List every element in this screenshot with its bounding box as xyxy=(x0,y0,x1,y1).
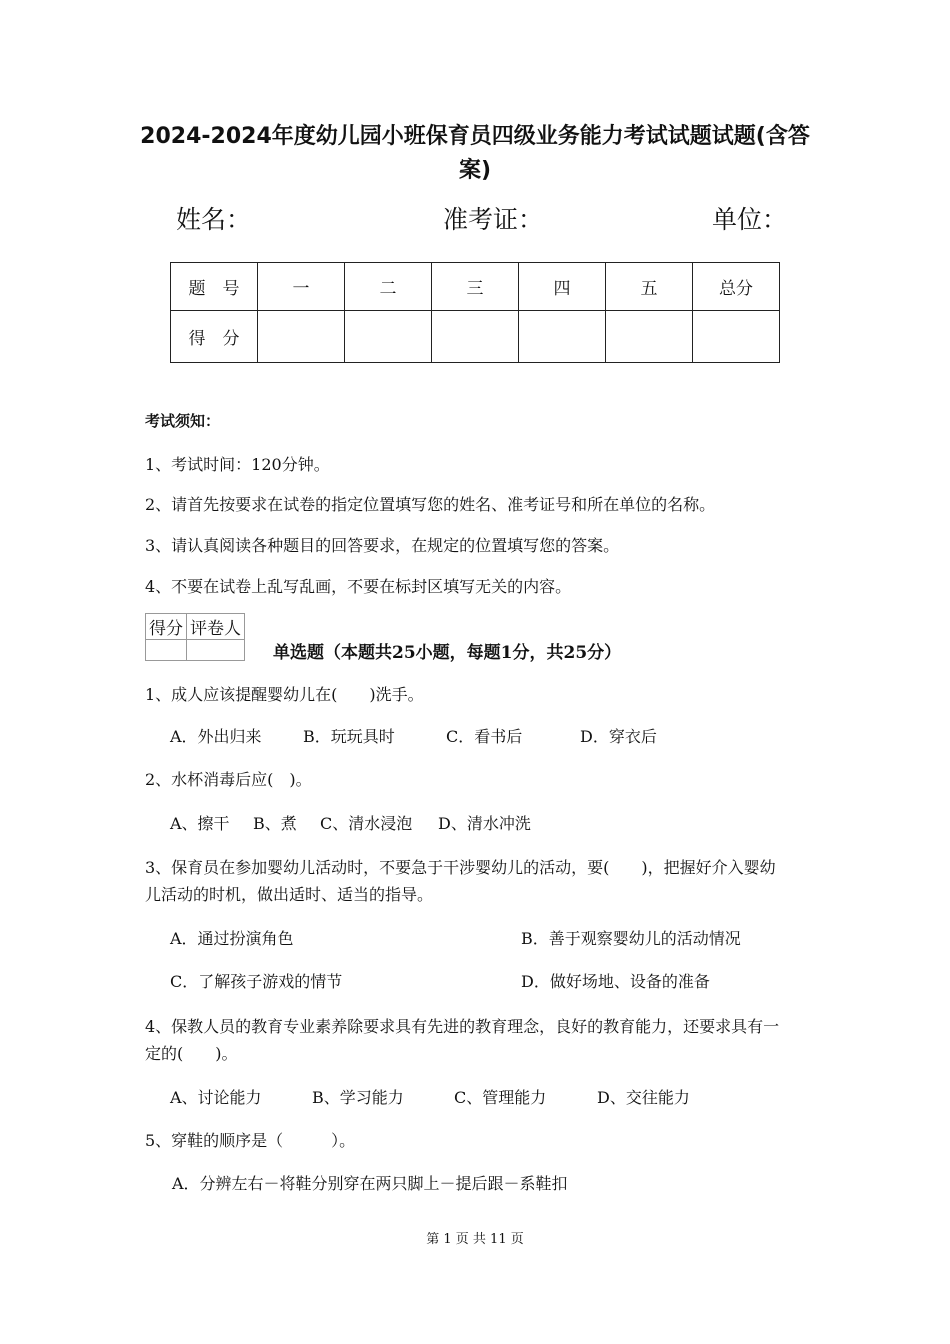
question-3-option-b[interactable]: B．善于观察婴幼儿的活动情况 xyxy=(521,929,741,948)
score-input-4[interactable] xyxy=(519,311,606,363)
question-3-option-c[interactable]: C．了解孩子游戏的情节 xyxy=(170,972,343,991)
score-cell-total: 总分 xyxy=(693,263,780,311)
question-5: 5、穿鞋的顺序是（ ）。 xyxy=(145,1131,356,1150)
score-input-5[interactable] xyxy=(606,311,693,363)
question-3-line-2: 儿活动的时机，做出适时、适当的指导。 xyxy=(145,885,434,904)
grader-name-cell[interactable] xyxy=(187,640,245,661)
score-table-header-row xyxy=(171,263,780,311)
section-title: 单选题（本题共25小题，每题1分，共25分） xyxy=(273,643,622,663)
unit-label: 单位： xyxy=(712,205,788,234)
score-input-total[interactable] xyxy=(693,311,780,363)
notice-item: 2、请首先按要求在试卷的指定位置填写您的姓名、准考证号和所在单位的名称。 xyxy=(145,495,716,514)
score-cell-3: 三 xyxy=(432,263,519,311)
question-3-option-d[interactable]: D．做好场地、设备的准备 xyxy=(521,972,710,991)
notice-item: 1、考试时间：120分钟。 xyxy=(145,455,330,474)
question-2: 2、水杯消毒后应( )。 xyxy=(145,770,312,789)
grader-name-label: 评卷人 xyxy=(187,614,245,640)
question-1-option-a[interactable]: A．外出归来 xyxy=(170,727,262,746)
score-cell-4: 四 xyxy=(519,263,606,311)
question-1-option-c[interactable]: C．看书后 xyxy=(446,727,523,746)
question-1-option-d[interactable]: D．穿衣后 xyxy=(580,727,657,746)
grader-box xyxy=(145,613,245,661)
question-4-option-b[interactable]: B、学习能力 xyxy=(312,1088,404,1107)
score-table-score-row xyxy=(171,311,780,363)
notice-item: 3、请认真阅读各种题目的回答要求，在规定的位置填写您的答案。 xyxy=(145,536,620,555)
question-4-option-c[interactable]: C、管理能力 xyxy=(454,1088,547,1107)
score-input-1[interactable] xyxy=(258,311,345,363)
title-line-2: 案) xyxy=(458,158,492,183)
question-4-line-2: 定的( )。 xyxy=(145,1044,238,1063)
question-3-line-1: 3、保育员在参加婴幼儿活动时，不要急于干涉婴幼儿的活动，要( )，把握好介入婴幼 xyxy=(145,858,776,877)
score-input-3[interactable] xyxy=(432,311,519,363)
page-title xyxy=(130,120,820,188)
grader-score-cell[interactable] xyxy=(146,640,187,661)
question-1-option-b[interactable]: B．玩玩具时 xyxy=(303,727,395,746)
question-4-line-1: 4、保教人员的教育专业素养除要求具有先进的教育理念，良好的教育能力，还要求具有一 xyxy=(145,1017,780,1036)
question-2-option-c[interactable]: C、清水浸泡 xyxy=(320,814,413,833)
score-cell-label: 题 号 xyxy=(171,263,258,311)
question-1: 1、成人应该提醒婴幼儿在( )洗手。 xyxy=(145,685,424,704)
question-3-option-a[interactable]: A．通过扮演角色 xyxy=(170,929,294,948)
score-cell-2: 二 xyxy=(345,263,432,311)
question-5-option-a[interactable]: A．分辨左右－将鞋分别穿在两只脚上－提后跟－系鞋扣 xyxy=(172,1174,568,1193)
name-label: 姓名： xyxy=(176,205,252,234)
exam-number-label: 准考证： xyxy=(443,205,544,234)
page-number: 第 1 页 共 11 页 xyxy=(426,1232,524,1247)
notice-heading: 考试须知： xyxy=(145,412,221,430)
score-row-label: 得 分 xyxy=(171,311,258,363)
score-cell-1: 一 xyxy=(258,263,345,311)
question-4-option-d[interactable]: D、交往能力 xyxy=(597,1088,690,1107)
score-table xyxy=(170,262,780,363)
score-cell-5: 五 xyxy=(606,263,693,311)
question-4-option-a[interactable]: A、讨论能力 xyxy=(170,1088,262,1107)
question-2-option-a[interactable]: A、擦干 xyxy=(170,814,230,833)
score-input-2[interactable] xyxy=(345,311,432,363)
question-2-option-b[interactable]: B、煮 xyxy=(253,814,297,833)
grader-score-label: 得分 xyxy=(146,614,187,640)
title-line-1: 2024-2024年度幼儿园小班保育员四级业务能力考试试题试题(含答 xyxy=(140,124,810,149)
notice-item: 4、不要在试卷上乱写乱画，不要在标封区填写无关的内容。 xyxy=(145,577,572,596)
question-2-option-d[interactable]: D、清水冲洗 xyxy=(438,814,531,833)
